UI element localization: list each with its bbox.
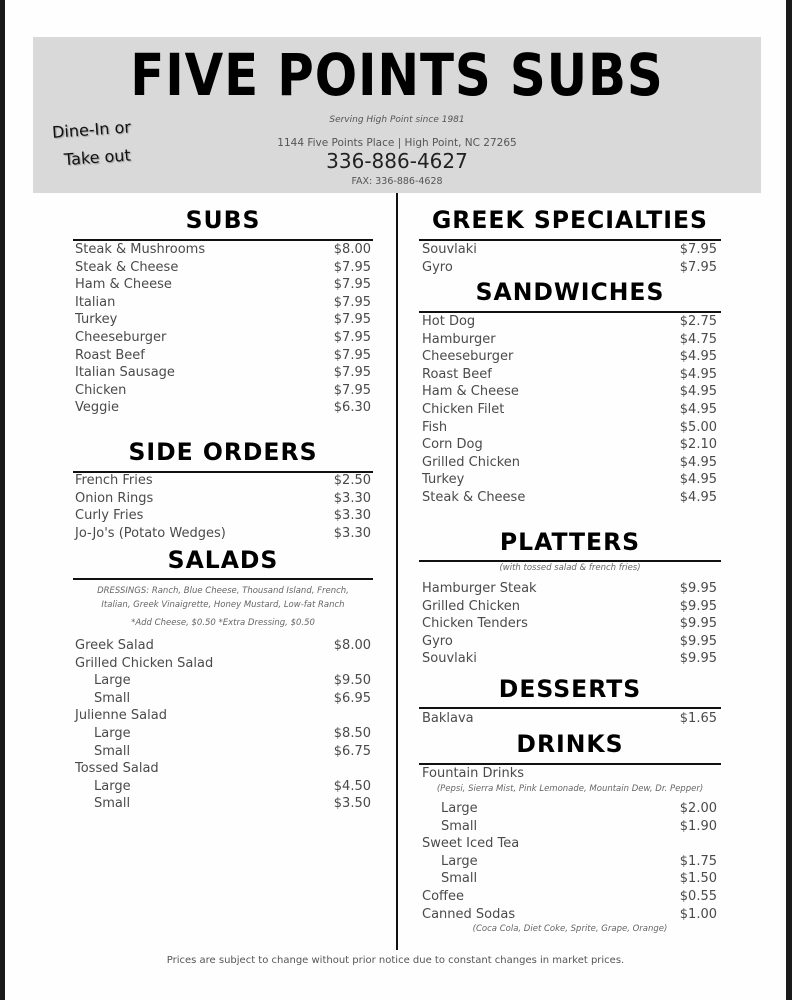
- item-price: $7.95: [333, 294, 371, 310]
- dressings-note: [73, 584, 373, 612]
- item-price: $7.95: [333, 382, 371, 398]
- menu-item: [75, 655, 373, 673]
- item-price: $4.75: [679, 331, 717, 347]
- menu-item: [422, 870, 719, 888]
- item-name: Chicken: [75, 382, 127, 398]
- item-price: $9.95: [679, 633, 717, 649]
- menu-item: [422, 348, 719, 366]
- item-name: Jo-Jo's (Potato Wedges): [75, 525, 226, 541]
- section-title-salads: SALADS: [167, 546, 279, 574]
- side-orders-list: [75, 472, 373, 542]
- menu-item: [422, 471, 719, 489]
- item-name: Ham & Cheese: [422, 384, 519, 400]
- menu-item: [422, 436, 719, 454]
- section-rule: [419, 707, 721, 709]
- item-name: Onion Rings: [75, 490, 154, 506]
- item-name: Julienne Salad: [75, 708, 167, 724]
- item-name: Grilled Chicken Salad: [75, 655, 214, 671]
- section-title-greek-specialties: GREEK SPECIALTIES: [432, 206, 708, 234]
- item-price: $7.95: [333, 312, 371, 328]
- item-name: Grilled Chicken: [422, 598, 521, 614]
- item-name: Italian: [75, 294, 116, 310]
- menu-item: [422, 401, 719, 419]
- menu-item: [75, 311, 373, 329]
- item-price: $9.95: [679, 598, 717, 614]
- item-price: $3.30: [333, 490, 371, 506]
- item-name: Souvlaki: [422, 242, 477, 257]
- menu-item: [75, 294, 373, 312]
- item-name: Cheeseburger: [75, 329, 167, 345]
- menu-item: [75, 672, 373, 690]
- item-name: Hamburger: [422, 331, 496, 347]
- restaurant-name: FIVE POINTS SUBS: [130, 41, 664, 109]
- item-name: Grilled Chicken: [422, 454, 521, 470]
- item-name: Turkey: [422, 472, 465, 488]
- item-name: Veggie: [75, 400, 119, 416]
- item-price: $7.95: [679, 259, 717, 275]
- section-title-drinks: DRINKS: [516, 730, 624, 758]
- menu-item: [422, 241, 719, 259]
- item-price: $4.95: [679, 366, 717, 382]
- item-name: Steak & Mushrooms: [75, 242, 206, 257]
- menu-item: [422, 419, 719, 437]
- dressings-line-2: Italian, Greek Vinaigrette, Honey Mustard, Low-fat Ranch: [101, 600, 345, 610]
- item-price: $6.75: [333, 743, 371, 759]
- menu-item: [75, 399, 373, 417]
- item-name: Small: [441, 818, 478, 834]
- menu-item: [75, 276, 373, 294]
- item-price: $7.95: [679, 242, 717, 257]
- item-name: Baklava: [422, 711, 474, 726]
- menu-item: [422, 580, 719, 598]
- item-name: Souvlaki: [422, 651, 477, 667]
- item-name: Fish: [422, 419, 448, 435]
- item-price: $4.95: [679, 454, 717, 470]
- item-price: $1.65: [679, 711, 717, 726]
- menu-header: [33, 37, 761, 193]
- menu-item: [422, 454, 719, 472]
- menu-item: [422, 906, 719, 924]
- item-name: Gyro: [422, 633, 453, 649]
- menu-item: [422, 765, 719, 783]
- item-name: Steak & Cheese: [422, 489, 526, 505]
- item-price: $7.95: [333, 259, 371, 275]
- menu-item: [75, 472, 373, 490]
- price-disclaimer: Prices are subject to change without prior notice due to constant changes in market prices.: [166, 955, 625, 966]
- section-title-desserts: DESSERTS: [498, 675, 642, 703]
- menu-item: [75, 725, 373, 743]
- canned-sodas-note: (Coca Cola, Diet Coke, Sprite, Grape, Orange): [472, 924, 668, 934]
- menu-page: [5, 0, 786, 1000]
- item-name: Large: [441, 853, 478, 869]
- item-price: $7.95: [333, 347, 371, 363]
- item-name: Large: [94, 725, 131, 741]
- menu-item: [75, 760, 373, 778]
- menu-item: [75, 743, 373, 761]
- item-price: $3.30: [333, 508, 371, 524]
- subs-list: [75, 241, 373, 417]
- greek-specialties-list: [422, 241, 719, 276]
- menu-item: [75, 382, 373, 400]
- item-name: Sweet Iced Tea: [422, 836, 520, 852]
- menu-item: [75, 241, 373, 259]
- item-price: $4.95: [679, 349, 717, 365]
- item-price: $4.50: [333, 778, 371, 794]
- item-price: $2.75: [679, 314, 717, 329]
- salads-list: [75, 637, 373, 813]
- fax-number: FAX: 336-886-4628: [351, 176, 443, 187]
- item-name: Small: [94, 796, 131, 812]
- menu-item: [75, 507, 373, 525]
- fountain-drinks-note: (Pepsi, Sierra Mist, Pink Lemonade, Mountain Dew, Dr. Pepper): [436, 784, 704, 794]
- menu-item: [422, 313, 719, 331]
- menu-item: [422, 489, 719, 507]
- drinks-list: [422, 800, 719, 923]
- item-name: Turkey: [75, 312, 118, 328]
- item-price: $2.50: [333, 473, 371, 488]
- item-name: Gyro: [422, 259, 453, 275]
- menu-item: [75, 778, 373, 796]
- phone-number: 336-886-4627: [326, 149, 468, 173]
- item-name: French Fries: [75, 473, 153, 488]
- item-name: Large: [94, 778, 131, 794]
- item-name: Roast Beef: [75, 347, 145, 363]
- item-name: Italian Sausage: [75, 365, 175, 381]
- menu-item: [422, 598, 719, 616]
- menu-item: [422, 835, 719, 853]
- menu-item: [75, 795, 373, 813]
- menu-item: [75, 259, 373, 277]
- item-name: Canned Sodas: [422, 906, 516, 922]
- service-line-2: Take out: [63, 145, 132, 170]
- item-price: $3.50: [333, 796, 371, 812]
- service-line-1: Dine-In or: [51, 117, 132, 142]
- menu-item: [75, 347, 373, 365]
- menu-item: [75, 329, 373, 347]
- item-price: $1.75: [679, 853, 717, 869]
- item-name: Chicken Filet: [422, 401, 505, 417]
- item-price: $9.95: [679, 651, 717, 667]
- item-name: Cheeseburger: [422, 349, 514, 365]
- menu-item: [422, 800, 719, 818]
- item-price: $7.95: [333, 365, 371, 381]
- item-name: Roast Beef: [422, 366, 492, 382]
- menu-item: [422, 888, 719, 906]
- item-name: Large: [441, 801, 478, 816]
- item-price: $8.00: [333, 638, 371, 653]
- menu-item: [422, 331, 719, 349]
- column-divider: [396, 193, 398, 950]
- item-name: Ham & Cheese: [75, 277, 172, 293]
- item-name: Curly Fries: [75, 508, 144, 524]
- section-title-sandwiches: SANDWICHES: [475, 278, 665, 306]
- menu-item: [422, 633, 719, 651]
- item-name: Greek Salad: [75, 638, 154, 653]
- platters-list: [422, 580, 719, 668]
- item-price: $0.55: [679, 888, 717, 904]
- item-name: Large: [94, 673, 131, 689]
- item-price: $1.00: [679, 906, 717, 922]
- menu-item: [422, 366, 719, 384]
- section-rule: [73, 578, 373, 580]
- salad-extras-note: *Add Cheese, $0.50 *Extra Dressing, $0.50: [131, 618, 315, 628]
- menu-item: [75, 525, 373, 543]
- item-price: $8.50: [333, 725, 371, 741]
- item-price: $3.30: [333, 525, 371, 541]
- fountain-drinks: [422, 765, 719, 783]
- item-name: Hamburger Steak: [422, 581, 537, 596]
- menu-item: [422, 650, 719, 668]
- section-title-platters: PLATTERS: [499, 528, 641, 556]
- item-price: $5.00: [679, 419, 717, 435]
- section-title-side-orders: SIDE ORDERS: [128, 438, 318, 466]
- item-name: Small: [94, 690, 131, 706]
- item-price: $4.95: [679, 489, 717, 505]
- item-name: Chicken Tenders: [422, 616, 528, 632]
- menu-item: [422, 383, 719, 401]
- item-price: $2.00: [679, 801, 717, 816]
- menu-item: [422, 853, 719, 871]
- menu-item: [75, 637, 373, 655]
- menu-item: [422, 818, 719, 836]
- item-price: $8.00: [333, 242, 371, 257]
- item-price: $1.90: [679, 818, 717, 834]
- item-price: $7.95: [333, 329, 371, 345]
- item-price: $6.30: [333, 400, 371, 416]
- sandwiches-list: [422, 313, 719, 507]
- item-name: Tossed Salad: [75, 761, 159, 777]
- menu-item: [75, 364, 373, 382]
- menu-item: [422, 710, 719, 728]
- tagline: Serving High Point since 1981: [329, 115, 465, 125]
- address: 1144 Five Points Place | High Point, NC 27265: [277, 137, 517, 149]
- menu-item: [75, 490, 373, 508]
- menu-item: [422, 615, 719, 633]
- item-price: $7.95: [333, 277, 371, 293]
- item-name: Small: [441, 871, 478, 887]
- item-price: $2.10: [679, 437, 717, 453]
- item-name: Small: [94, 743, 131, 759]
- item-name: Hot Dog: [422, 314, 476, 329]
- platters-note: (with tossed salad & french fries): [499, 563, 641, 573]
- item-price: $4.95: [679, 472, 717, 488]
- menu-item: [422, 259, 719, 277]
- item-price: $4.95: [679, 401, 717, 417]
- dressings-line-1: DRESSINGS: Ranch, Blue Cheese, Thousand Island, French,: [97, 586, 349, 596]
- menu-item: [75, 690, 373, 708]
- menu-item: [75, 707, 373, 725]
- item-price: $4.95: [679, 384, 717, 400]
- item-price: $9.50: [333, 673, 371, 689]
- item-price: $9.95: [679, 616, 717, 632]
- item-price: $9.95: [679, 581, 717, 596]
- item-price: $6.95: [333, 690, 371, 706]
- item-name: Fountain Drinks: [422, 766, 525, 781]
- item-name: Steak & Cheese: [75, 259, 179, 275]
- item-price: $1.50: [679, 871, 717, 887]
- item-name: Corn Dog: [422, 437, 483, 453]
- desserts-list: [422, 710, 719, 728]
- section-title-subs: SUBS: [185, 206, 261, 234]
- item-name: Coffee: [422, 888, 464, 904]
